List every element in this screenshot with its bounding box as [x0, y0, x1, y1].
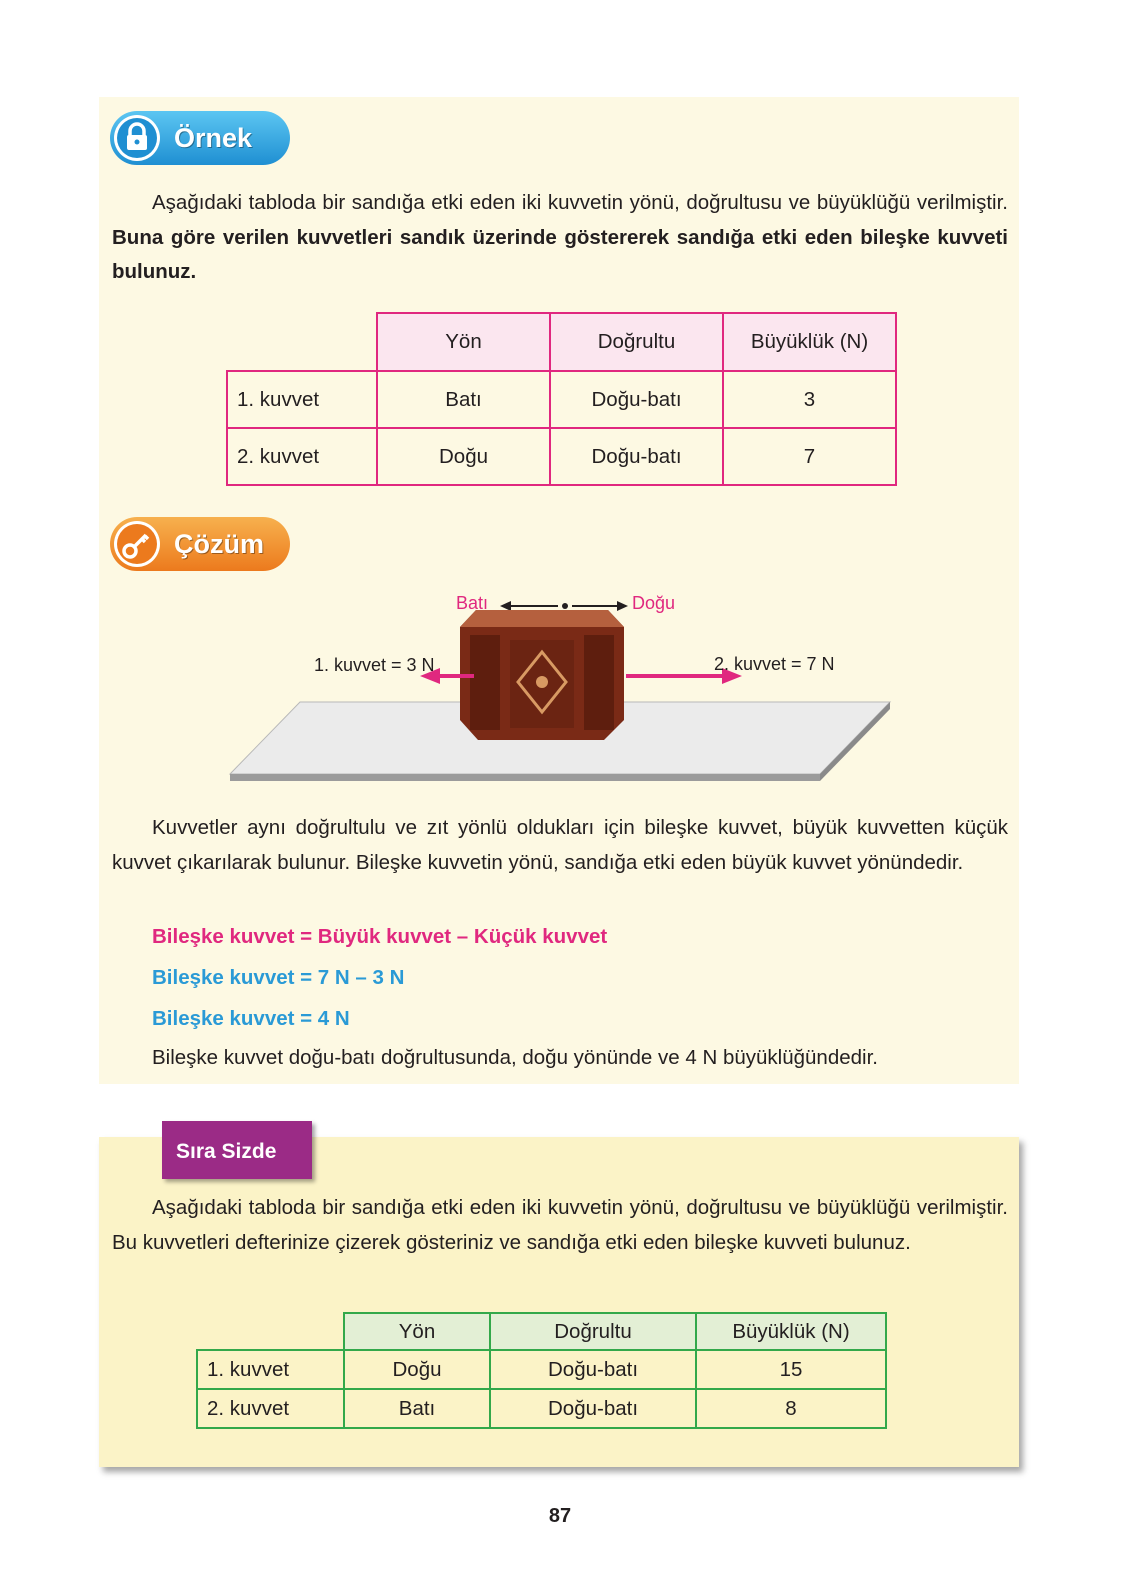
- table-row: 1. kuvvet Batı Doğu-batı 3: [227, 371, 896, 428]
- table-header-row: Yön Doğrultu Büyüklük (N): [227, 313, 896, 371]
- sira-sizde-text: Aşağıdaki tabloda bir sandığa etki eden iki kuvvetin yönü, doğrultusu ve büyüklüğü verilmiştir. Bu kuvvetleri defterinize çizerek gösteriniz ve sandığa etki eden bileşke kuvveti bulunuz.: [112, 1196, 1008, 1254]
- sira-sizde-force-table: [196, 1312, 887, 1429]
- example-badge-label: Örnek: [174, 123, 253, 153]
- solution-paragraph: Kuvvetler aynı doğrultulu ve zıt yönlü oldukları için bileşke kuvvet, büyük kuvvetten küçük kuvvet çıkarılarak bulunur. Bileşke kuvvetin yönü, sandığa etki eden büyük kuvvet yönündedir.: [112, 816, 1008, 874]
- table-row: 1. kuvvet Doğu Doğu-batı 15: [197, 1350, 886, 1389]
- force2-label: 2. kuvvet = 7 N: [714, 654, 835, 674]
- page-number: 87: [548, 1505, 572, 1527]
- equation-values: Bileşke kuvvet = 7 N – 3 N: [152, 966, 405, 989]
- solution-badge: [110, 517, 290, 571]
- solution-badge-label: Çözüm: [174, 529, 264, 559]
- east-label: Doğu: [632, 593, 676, 613]
- example-question: Buna göre verilen kuvvetleri sandık üzerinde göstererek sandığa etki eden bileşke kuvveti bulunuz.: [112, 225, 1008, 283]
- table-row: 2. kuvvet Doğu Doğu-batı 7: [227, 428, 896, 485]
- chest-image: [460, 610, 624, 740]
- force1-label: 1. kuvvet = 3 N: [314, 655, 435, 675]
- solution-conclusion: Bileşke kuvvet doğu-batı doğrultusunda, doğu yönünde ve 4 N büyüklüğündedir.: [152, 1046, 878, 1069]
- lock-icon: [114, 115, 160, 161]
- equation-result: Bileşke kuvvet = 4 N: [152, 1007, 350, 1030]
- table-header-row: Yön Doğrultu Büyüklük (N): [197, 1313, 886, 1350]
- equation-general: Bileşke kuvvet = Büyük kuvvet – Küçük kuvvet: [152, 925, 608, 948]
- force-diagram: [220, 590, 900, 800]
- example-force-table: [226, 312, 897, 486]
- table-row: 2. kuvvet Batı Doğu-batı 8: [197, 1389, 886, 1428]
- example-text: Aşağıdaki tabloda bir sandığa etki eden iki kuvvetin yönü, doğrultusu ve büyüklüğü verilmiştir. Buna göre verilen kuvvetleri sandık üzerinde göstererek sandığa etki eden bileşke kuvveti bulunuz.: [112, 191, 1008, 283]
- sira-sizde-tag: Sıra Sizde: [162, 1121, 312, 1179]
- west-label: Batı: [456, 593, 489, 613]
- example-badge: [110, 111, 290, 165]
- key-icon: [114, 521, 160, 567]
